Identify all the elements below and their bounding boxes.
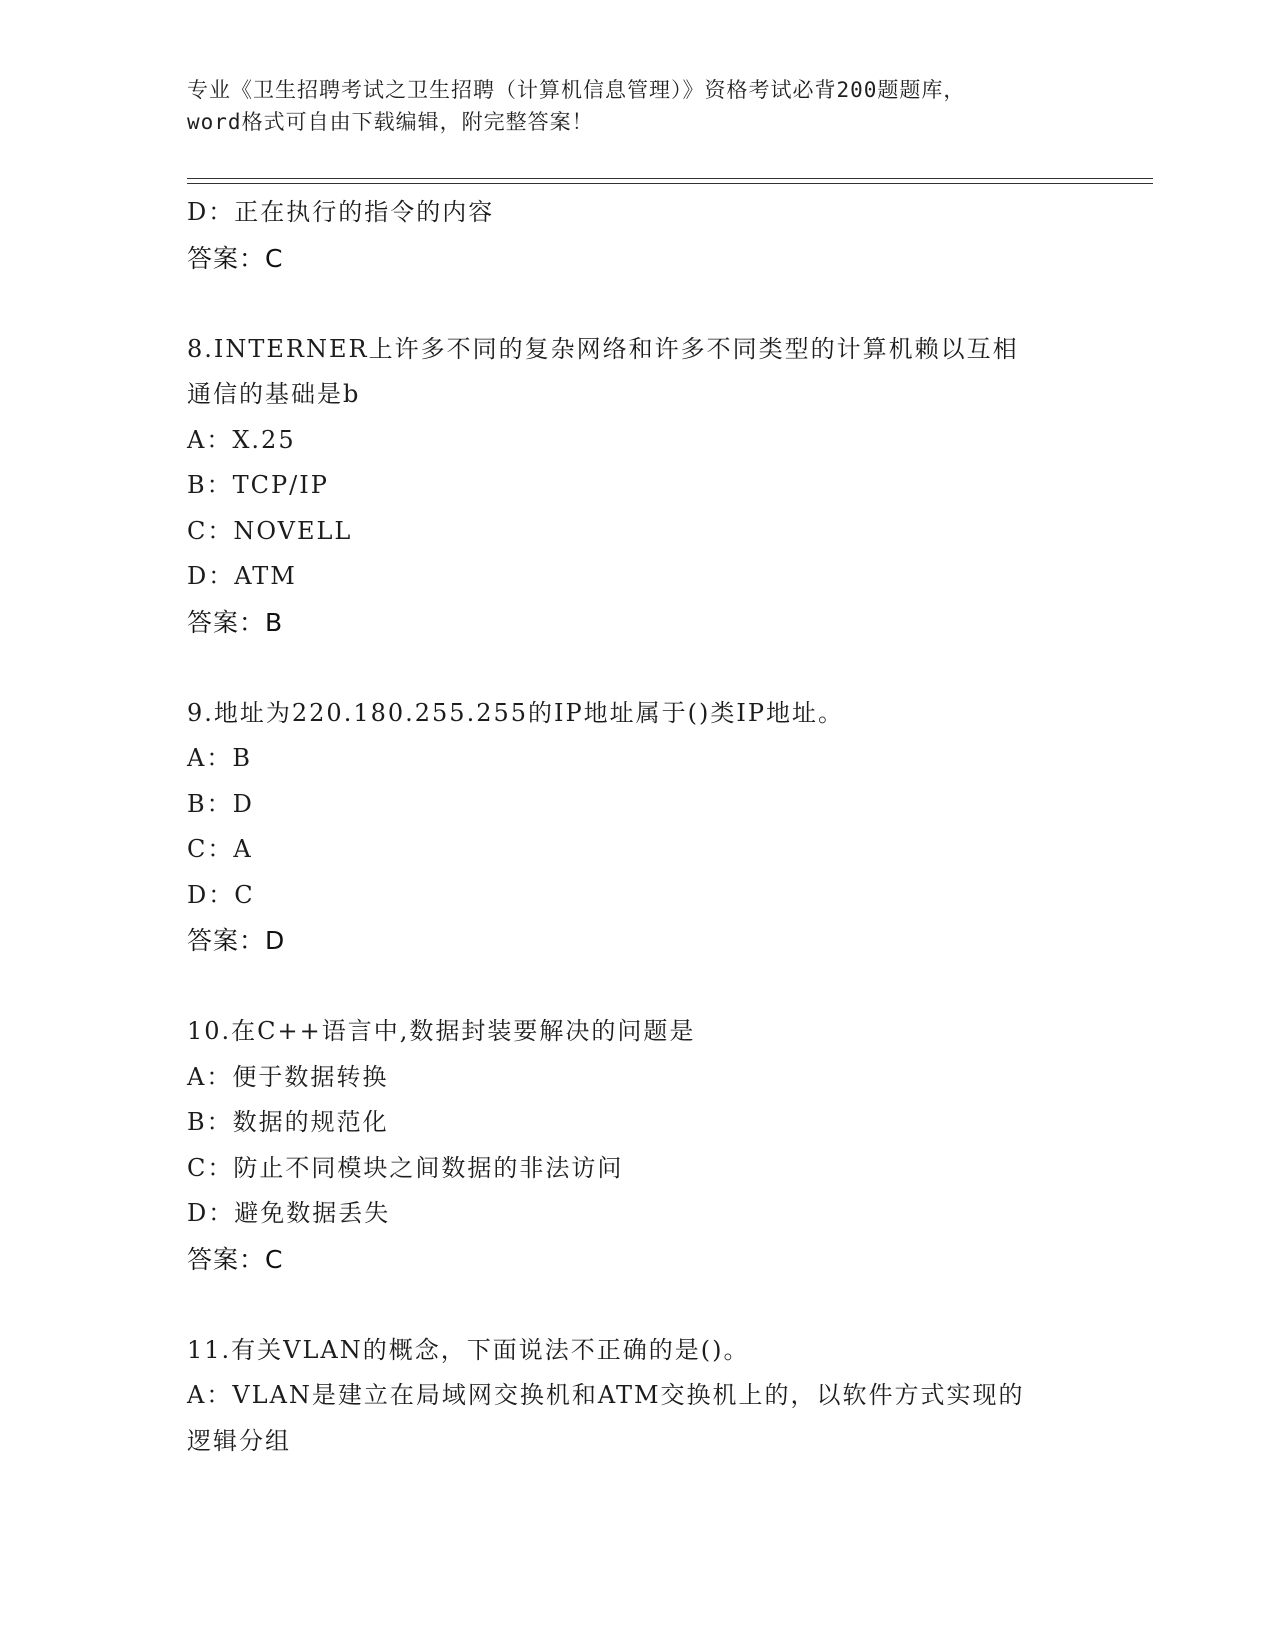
spacer <box>187 964 1153 1010</box>
question-8-stem-line-1: 8.INTERNER上许多不同的复杂网络和许多不同类型的计算机赖以互相 <box>187 334 1019 363</box>
question-10-option-a: A：便于数据转换 <box>187 1062 389 1091</box>
question-9-option-a: A：B <box>187 744 252 772</box>
question-8-option-a: A：X.25 <box>187 425 296 454</box>
question-9-option-d: D：C <box>187 880 255 909</box>
header-title-line-2: word格式可自由下载编辑，附完整答案！ <box>187 110 594 134</box>
question-11-option-a-line-2: 逻辑分组 <box>187 1426 291 1455</box>
question-10-option-b: B：数据的规范化 <box>187 1108 389 1136</box>
question-9-answer: 答案：D <box>187 926 286 955</box>
document-header <box>187 74 1087 138</box>
question-11-option-a-line-1: A：VLAN是建立在局域网交换机和ATM交换机上的，以软件方式实现的 <box>187 1381 1025 1409</box>
header-divider-bottom <box>187 183 1153 184</box>
question-9-option-b: B：D <box>187 789 254 818</box>
spacer <box>187 645 1153 691</box>
spacer <box>187 1282 1153 1328</box>
question-7-tail <box>187 190 1153 281</box>
question-8-answer: 答案：B <box>187 607 284 637</box>
question-11-stem: 11.有关VLAN的概念，下面说法不正确的是()。 <box>187 1335 750 1364</box>
question-8 <box>187 327 1153 646</box>
question-10 <box>187 1009 1153 1282</box>
question-10-option-d: D：避免数据丢失 <box>187 1199 391 1227</box>
question-10-stem: 10.在C++语言中,数据封装要解决的问题是 <box>187 1017 696 1045</box>
header-divider-top <box>187 178 1153 179</box>
question-10-answer: 答案：C <box>187 1244 284 1274</box>
question-9-stem: 9.地址为220.180.255.255的IP地址属于()类IP地址。 <box>187 698 845 727</box>
question-7-answer: 答案：C <box>187 243 284 273</box>
question-8-stem-line-2: 通信的基础是b <box>187 380 361 408</box>
question-9-option-c: C：A <box>187 835 253 863</box>
spacer <box>187 281 1153 327</box>
question-11 <box>187 1328 1153 1465</box>
question-8-option-c: C：NOVELL <box>187 516 353 545</box>
question-8-option-b: B：TCP/IP <box>187 471 329 499</box>
question-7-option-d: D：正在执行的指令的内容 <box>187 198 495 226</box>
header-title-line-1: 专业《卫生招聘考试之卫生招聘（计算机信息管理）》资格考试必背200题题库， <box>187 78 966 102</box>
question-list <box>187 190 1153 1464</box>
question-9 <box>187 691 1153 964</box>
question-10-option-c: C：防止不同模块之间数据的非法访问 <box>187 1153 624 1182</box>
question-8-option-d: D：ATM <box>187 562 297 590</box>
